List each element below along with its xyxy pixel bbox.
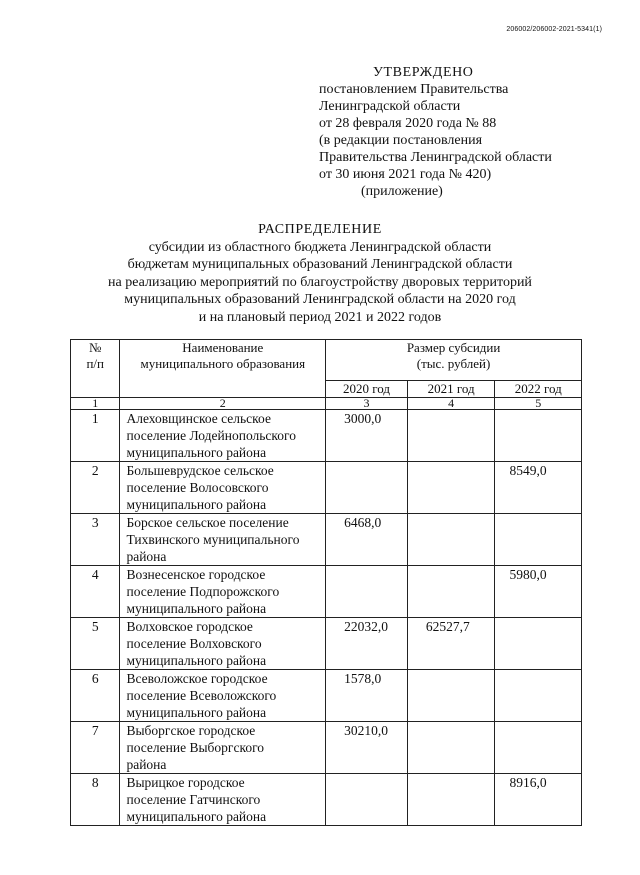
- value-2021: 62527,7: [407, 618, 495, 670]
- heading-line: субсидии из областного бюджета Ленинградской области: [148, 239, 492, 255]
- row-num: 4: [71, 566, 120, 618]
- row-num: 2: [71, 462, 120, 514]
- approval-line: от 28 февраля 2020 года № 88: [319, 116, 497, 131]
- row-num: 1: [71, 410, 120, 462]
- header-num-line: п/п: [86, 356, 104, 371]
- row-num: 6: [71, 670, 120, 722]
- heading-line: на реализацию мероприятий по благоустройству дворовых территорий: [108, 274, 532, 290]
- row-name-line: Всеволожское городское: [126, 671, 268, 686]
- row-num: 8: [71, 774, 120, 826]
- approval-title: УТВЕРЖДЕНО: [373, 65, 474, 80]
- approval-line: (в редакции постановления: [319, 133, 483, 148]
- row-name-line: Вырицкое городское: [126, 775, 245, 790]
- row-num: 7: [71, 722, 120, 774]
- row-name: [120, 618, 326, 670]
- table-row: [71, 618, 582, 670]
- row-num: 3: [71, 514, 120, 566]
- value-2020: 22032,0: [326, 618, 408, 670]
- row-name: [120, 462, 326, 514]
- document-heading: [0, 221, 640, 326]
- value-2020: 30210,0: [326, 722, 408, 774]
- value-2020: [326, 462, 408, 514]
- approval-line: постановлением Правительства: [319, 82, 509, 97]
- row-name-line: поселение Лодейнопольского: [126, 428, 296, 443]
- row-name-line: муниципального района: [126, 445, 267, 460]
- header-name-line: муниципального образования: [140, 356, 306, 371]
- header-year: 2020 год: [326, 381, 408, 398]
- row-name-line: муниципального района: [126, 601, 267, 616]
- approval-line: Ленинградской области: [319, 99, 461, 114]
- table-row: [71, 462, 582, 514]
- value-2022: 8549,0: [495, 462, 582, 514]
- table-row: [71, 566, 582, 618]
- header-num-line: №: [89, 340, 102, 355]
- table-row: [71, 774, 582, 826]
- row-name-line: поселение Волосовского: [126, 480, 269, 495]
- value-2022: [495, 670, 582, 722]
- approval-line: от 30 июня 2021 года № 420): [319, 167, 492, 182]
- index-cell: 5: [495, 398, 582, 410]
- header-num: [71, 340, 120, 398]
- value-2022: 8916,0: [495, 774, 582, 826]
- heading-line: муниципальных образований Ленинградской области на 2020 год: [124, 292, 516, 307]
- heading-title: РАСПРЕДЕЛЕНИЕ: [258, 222, 382, 237]
- row-name-line: поселение Выборгского: [126, 740, 265, 755]
- row-name-line: поселение Подпорожского: [126, 584, 280, 599]
- table-header-row: [71, 340, 582, 381]
- row-name-line: муниципального района: [126, 653, 267, 668]
- row-name-line: муниципального района: [126, 705, 267, 720]
- header-amount: [326, 340, 582, 381]
- index-cell: 3: [326, 398, 408, 410]
- row-name: [120, 514, 326, 566]
- value-2020: 3000,0: [326, 410, 408, 462]
- index-cell: 2: [120, 398, 326, 410]
- header-name: [120, 340, 326, 398]
- value-2020: [326, 774, 408, 826]
- header-year: 2021 год: [407, 381, 495, 398]
- approval-block: [319, 64, 552, 200]
- value-2021: [407, 722, 495, 774]
- value-2020: 1578,0: [326, 670, 408, 722]
- row-name: [120, 670, 326, 722]
- row-name-line: муниципального района: [126, 497, 267, 512]
- header-amount-line: (тыс. рублей): [416, 356, 491, 371]
- value-2022: 5980,0: [495, 566, 582, 618]
- row-name: [120, 774, 326, 826]
- value-2021: [407, 670, 495, 722]
- value-2020: [326, 566, 408, 618]
- row-name-line: Большеврудское сельское: [126, 463, 274, 478]
- approval-appendix: (приложение): [361, 184, 443, 199]
- document-id: 206002/206002-2021-5341(1): [506, 26, 602, 33]
- table-row: [71, 514, 582, 566]
- index-cell: 1: [71, 398, 120, 410]
- row-name-line: Тихвинского муниципального: [126, 532, 300, 547]
- row-name-line: Волховское городское: [126, 619, 253, 634]
- value-2022: [495, 410, 582, 462]
- index-cell: 4: [407, 398, 495, 410]
- header-amount-line: Размер субсидии: [406, 340, 501, 355]
- value-2022: [495, 514, 582, 566]
- row-name-line: поселение Всеволожского: [126, 688, 277, 703]
- value-2021: [407, 462, 495, 514]
- row-name-line: поселение Гатчинского: [126, 792, 261, 807]
- value-2022: [495, 722, 582, 774]
- row-name-line: муниципального района: [126, 809, 267, 824]
- subsidy-table: [70, 339, 582, 826]
- value-2020: 6468,0: [326, 514, 408, 566]
- value-2022: [495, 618, 582, 670]
- table-row: [71, 410, 582, 462]
- header-name-line: Наименование: [182, 340, 264, 355]
- table-index-row: [71, 398, 582, 410]
- header-year: 2022 год: [495, 381, 582, 398]
- row-name: [120, 722, 326, 774]
- row-name-line: Вознесенское городское: [126, 567, 266, 582]
- row-name-line: района: [126, 757, 167, 772]
- row-name-line: Выборгское городское: [126, 723, 256, 738]
- row-name-line: Борское сельское поселение: [126, 515, 289, 530]
- table-row: [71, 670, 582, 722]
- table-row: [71, 722, 582, 774]
- value-2021: [407, 774, 495, 826]
- value-2021: [407, 410, 495, 462]
- heading-line: бюджетам муниципальных образований Ленинградской области: [127, 257, 513, 272]
- row-name-line: поселение Волховского: [126, 636, 262, 651]
- value-2021: [407, 566, 495, 618]
- row-name: [120, 566, 326, 618]
- row-name-line: района: [126, 549, 167, 564]
- value-2021: [407, 514, 495, 566]
- row-name-line: Алеховщинское сельское: [126, 411, 271, 426]
- approval-line: Правительства Ленинградской области: [319, 150, 552, 165]
- heading-line: и на плановый период 2021 и 2022 годов: [198, 309, 442, 325]
- row-name: [120, 410, 326, 462]
- row-num: 5: [71, 618, 120, 670]
